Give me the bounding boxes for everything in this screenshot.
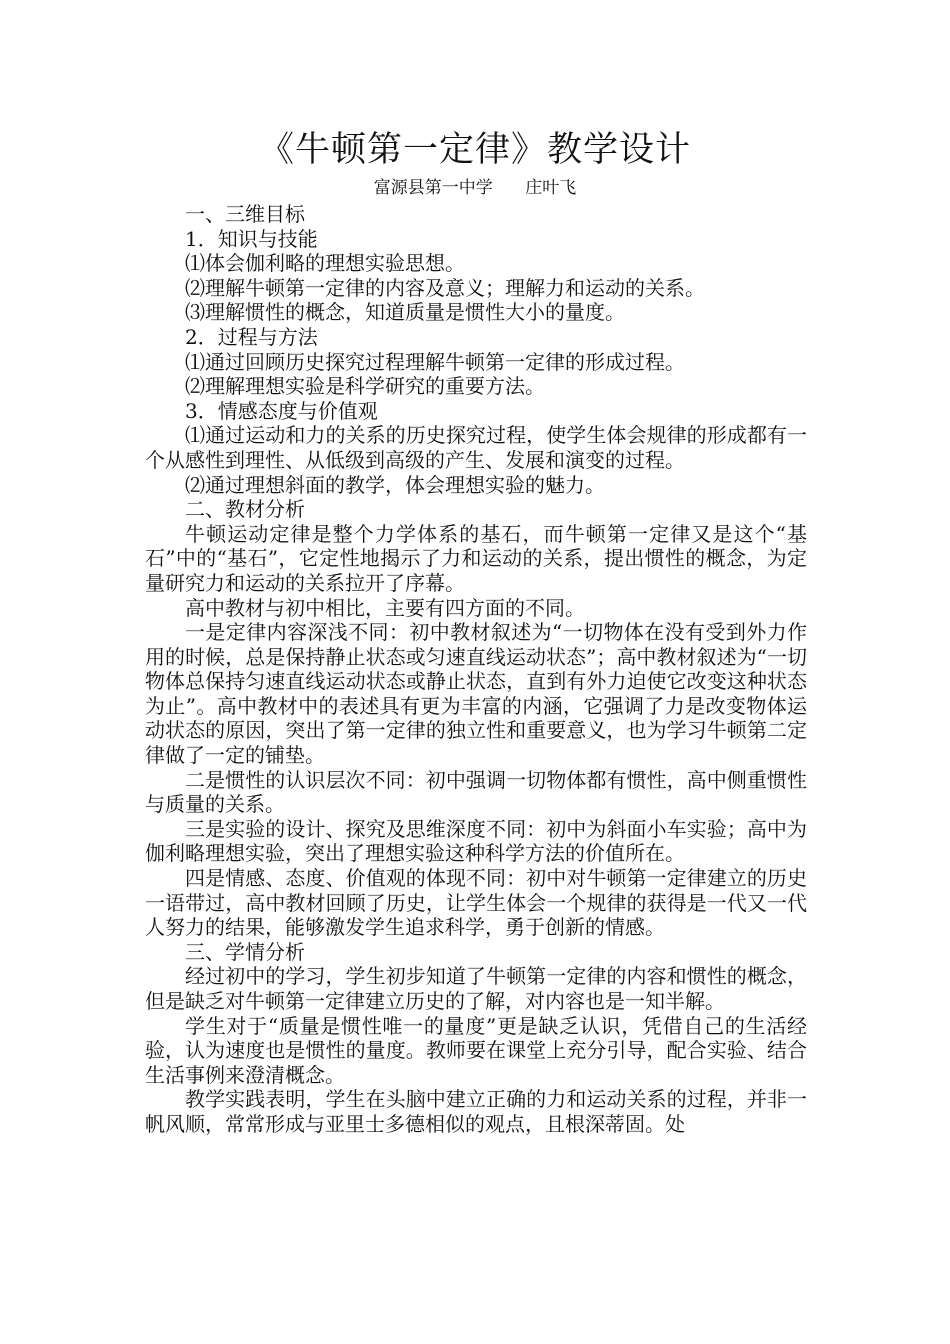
subheading-process-method: 2．过程与方法 bbox=[185, 324, 318, 349]
subheading-knowledge-skills: 1．知识与技能 bbox=[185, 226, 318, 251]
paragraph: 教学实践表明，学生在头脑中建立正确的力和运动关系的过程，并非一帆风顺，常常形成与亚里士多德相似的观点，且根深蒂固。处 bbox=[145, 1087, 807, 1136]
list-item: ⑴体会伽利略的理想实验思想。 bbox=[185, 251, 465, 276]
document-body bbox=[145, 202, 807, 1137]
paragraph: 三是实验的设计、探究及思维深度不同：初中为斜面小车实验；高中为伽利略理想实验，突出了理想实验这种科学方法的价值所在。 bbox=[145, 816, 807, 866]
paragraph: 四是情感、态度、价值观的体现不同：初中对牛顿第一定律建立的历史一语带过，高中教材回顾了历史，让学生体会一个规律的获得是一代又一代人努力的结果，能够激发学生追求科学，勇于创新的情感。 bbox=[145, 866, 807, 940]
paragraph: 高中教材与初中相比，主要有四方面的不同。 bbox=[185, 595, 585, 620]
document-title: 《牛顿第一定律》教学设计 bbox=[258, 130, 691, 170]
list-item: ⑴通过回顾历史探究过程理解牛顿第一定律的形成过程。 bbox=[185, 349, 685, 374]
list-item: ⑵理解牛顿第一定律的内容及意义；理解力和运动的关系。 bbox=[185, 275, 705, 300]
paragraph: 一是定律内容深浅不同：初中教材叙述为“一切物体在没有受到外力作用的时候，总是保持静止状态或匀速直线运动状态”；高中教材叙述为“一切物体总保持匀速直线运动状态或静止状态，直到有外力迫使它改变这种状态为止”。高中教材中的表述具有更为丰富的内涵，它强调了力是改变物体运动状态的原因，突出了第一定律的独立性和重要意义，也为学习牛顿第二定律做了一定的铺垫。 bbox=[145, 620, 807, 768]
list-item: ⑵通过理想斜面的教学，体会理想实验的魅力。 bbox=[185, 472, 605, 497]
list-item: ⑵理解理想实验是科学研究的重要方法。 bbox=[185, 374, 545, 399]
paragraph: 二是惯性的认识层次不同：初中强调一切物体都有惯性，高中侧重惯性与质量的关系。 bbox=[145, 767, 807, 817]
paragraph: 经过初中的学习，学生初步知道了牛顿第一定律的内容和惯性的概念，但是缺乏对牛顿第一定律建立历史的了解，对内容也是一知半解。 bbox=[145, 964, 807, 1013]
paragraph: 牛顿运动定律是整个力学体系的基石，而牛顿第一定律又是这个“基石”中的“基石”，它定性地揭示了力和运动的关系，提出惯性的概念，为定量研究力和运动的关系拉开了序幕。 bbox=[145, 521, 807, 595]
section-heading-textbook-analysis: 二、教材分析 bbox=[185, 497, 305, 522]
author-byline: 富源县第一中学 庄叶飞 bbox=[373, 178, 577, 198]
subheading-attitude-values: 3．情感态度与价值观 bbox=[185, 398, 378, 423]
paragraph: 学生对于“质量是惯性唯一的量度”更是缺乏认识，凭借自己的生活经验，认为速度也是惯性的量度。教师要在课堂上充分引导，配合实验、结合生活事例来澄清概念。 bbox=[145, 1013, 807, 1087]
section-heading-objectives: 一、三维目标 bbox=[185, 202, 305, 226]
list-item: ⑶理解惯性的概念，知道质量是惯性大小的量度。 bbox=[185, 300, 625, 325]
list-item: ⑴通过运动和力的关系的历史探究过程，使学生体会规律的形成都有一个从感性到理性、从低级到高级的产生、发展和演变的过程。 bbox=[145, 423, 807, 472]
section-heading-student-analysis: 三、学情分析 bbox=[185, 939, 305, 964]
